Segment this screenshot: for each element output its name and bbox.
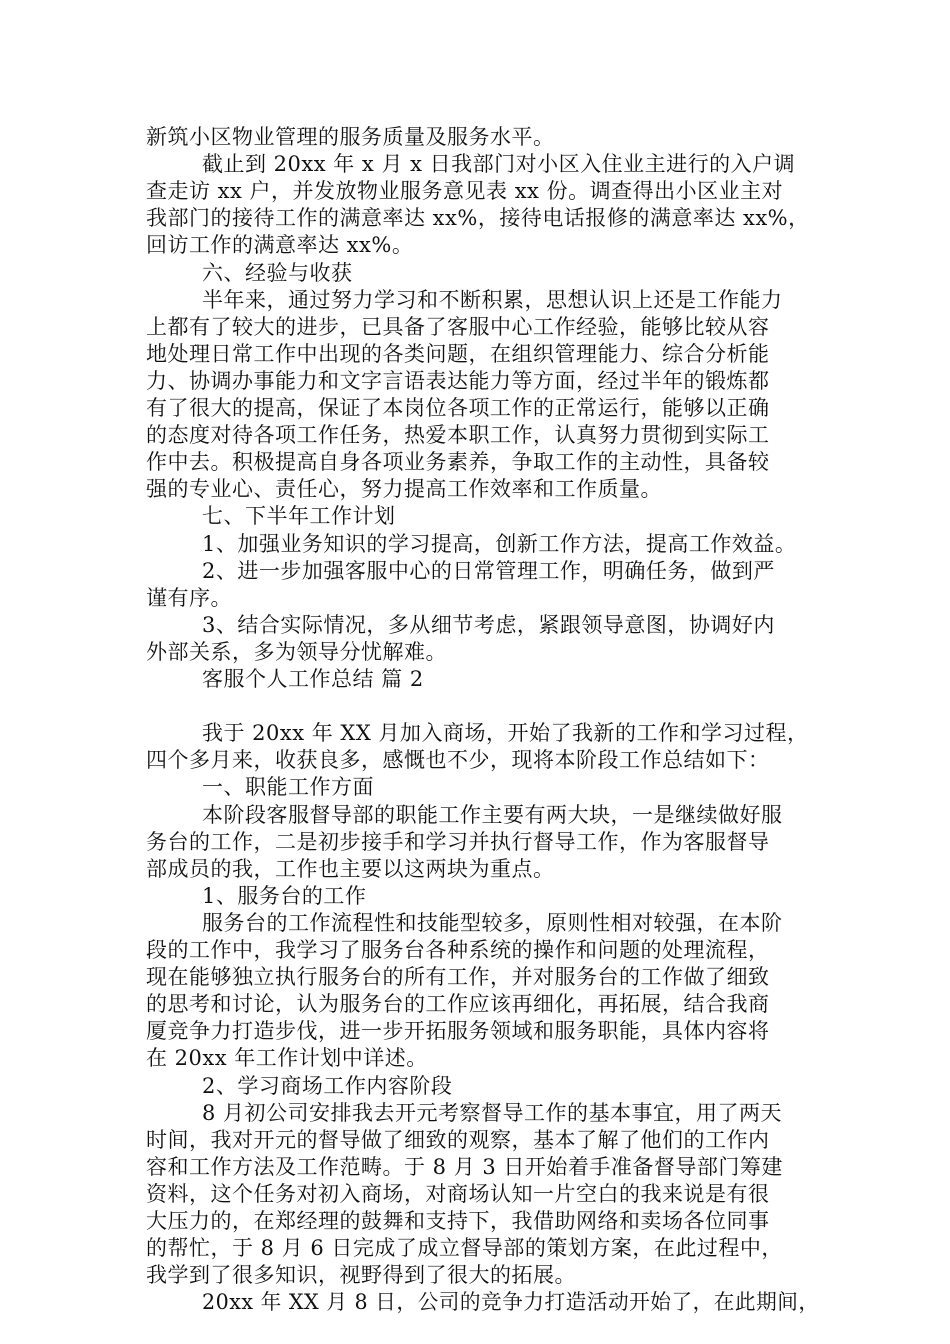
text-line: 客服个人工作总结 篇 2 xyxy=(202,667,424,691)
text-line: 段的工作中，我学习了服务台各种系统的操作和问题的处理流程， xyxy=(146,938,770,962)
text-line: 2、进一步加强客服中心的日常管理工作，明确任务，做到严 xyxy=(202,558,775,583)
text-line: 的态度对待各项工作任务，热爱本职工作，认真努力贯彻到实际工 xyxy=(146,423,770,448)
text-line: 上都有了较大的进步，已具备了客服中心工作经验，能够比较从容 xyxy=(146,314,770,339)
text-line: 四个多月来，收获良多，感慨也不少，现将本阶段工作总结如下： xyxy=(146,748,770,773)
text-line: 容和工作方法及工作范畴。于 8 月 3 日开始着手准备督导部门筹建 xyxy=(146,1154,783,1179)
text-line: 地处理日常工作中出现的各类问题，在组织管理能力、综合分析能 xyxy=(146,341,770,366)
text-line: 20xx 年 XX 月 8 日，公司的竞争力打造活动开始了，在此期间， xyxy=(202,1290,820,1315)
text-line: 我于 20xx 年 XX 月加入商场，开始了我新的工作和学习过程， xyxy=(202,721,809,746)
text-line: 厦竞争力打造步伐，进一步开拓服务领域和服务职能，具体内容将 xyxy=(146,1019,770,1044)
text-line: 服务台的工作流程性和技能型较多，原则性相对较强，在本阶 xyxy=(202,910,783,935)
text-line: 的帮忙，于 8 月 6 日完成了成立督导部的策划方案，在此过程中， xyxy=(146,1236,783,1261)
text-line: 务台的工作，二是初步接手和学习并执行督导工作，作为客服督导 xyxy=(146,829,770,854)
text-line: 1、服务台的工作 xyxy=(202,883,367,908)
text-line: 部成员的我，工作也主要以这两块为重点。 xyxy=(146,856,555,881)
text-line: 本阶段客服督导部的职能工作主要有两大块，一是继续做好服 xyxy=(202,802,783,827)
text-line: 六、经验与收获 xyxy=(202,260,353,285)
text-line: 作中去。积极提高自身各项业务素养，争取工作的主动性，具备较 xyxy=(146,450,770,475)
text-line: 有了很大的提高，保证了本岗位各项工作的正常运行，能够以正确 xyxy=(146,396,770,420)
text-line: 力、协调办事能力和文字言语表达能力等方面，经过半年的锻炼都 xyxy=(146,368,770,393)
text-line: 1、加强业务知识的学习提高，创新工作方法，提高工作效益。 xyxy=(202,531,797,556)
text-line: 资料，这个任务对初入商场，对商场认知一片空白的我来说是有很 xyxy=(146,1181,770,1206)
text-line: 现在能够独立执行服务台的所有工作，并对服务台的工作做了细致 xyxy=(146,965,770,990)
text-line: 大压力的，在郑经理的鼓舞和支持下，我借助网络和卖场各位同事 xyxy=(146,1209,770,1233)
text-line: 3、结合实际情况，多从细节考虑，紧跟领导意图，协调好内 xyxy=(202,612,775,637)
text-line: 的思考和讨论，认为服务台的工作应该再细化，再拓展，结合我商 xyxy=(146,992,770,1017)
text-line: 截止到 20xx 年 x 月 x 日我部门对小区入住业主进行的入户调 xyxy=(202,152,796,177)
text-line: 半年来，通过努力学习和不断积累，思想认识上还是工作能力 xyxy=(202,287,783,312)
text-line: 一、职能工作方面 xyxy=(202,775,374,800)
text-line: 谨有序。 xyxy=(146,585,232,610)
text-line: 我学到了很多知识，视野得到了很大的拓展。 xyxy=(146,1263,576,1288)
text-line: 强的专业心、责任心，努力提高工作效率和工作质量。 xyxy=(146,477,662,502)
text-line: 新筑小区物业管理的服务质量及服务水平。 xyxy=(146,125,555,149)
text-line: 8 月初公司安排我去开元考察督导工作的基本事宜，用了两天 xyxy=(202,1100,783,1125)
text-line: 回访工作的满意率达 xx%。 xyxy=(146,233,414,258)
text-line: 在 20xx 年工作计划中详述。 xyxy=(146,1046,428,1071)
text-line: 七、下半年工作计划 xyxy=(202,504,396,529)
text-line: 外部关系，多为领导分忧解难。 xyxy=(146,639,447,664)
text-line: 查走访 xx 户，并发放物业服务意见表 xx 份。调查得出小区业主对 xyxy=(146,179,784,204)
text-line: 2、学习商场工作内容阶段 xyxy=(202,1073,453,1098)
text-line: 我部门的接待工作的满意率达 xx%，接待电话报修的满意率达 xx%， xyxy=(146,206,810,231)
text-line: 时间，我对开元的督导做了细致的观察，基本了解了他们的工作内 xyxy=(146,1127,770,1152)
